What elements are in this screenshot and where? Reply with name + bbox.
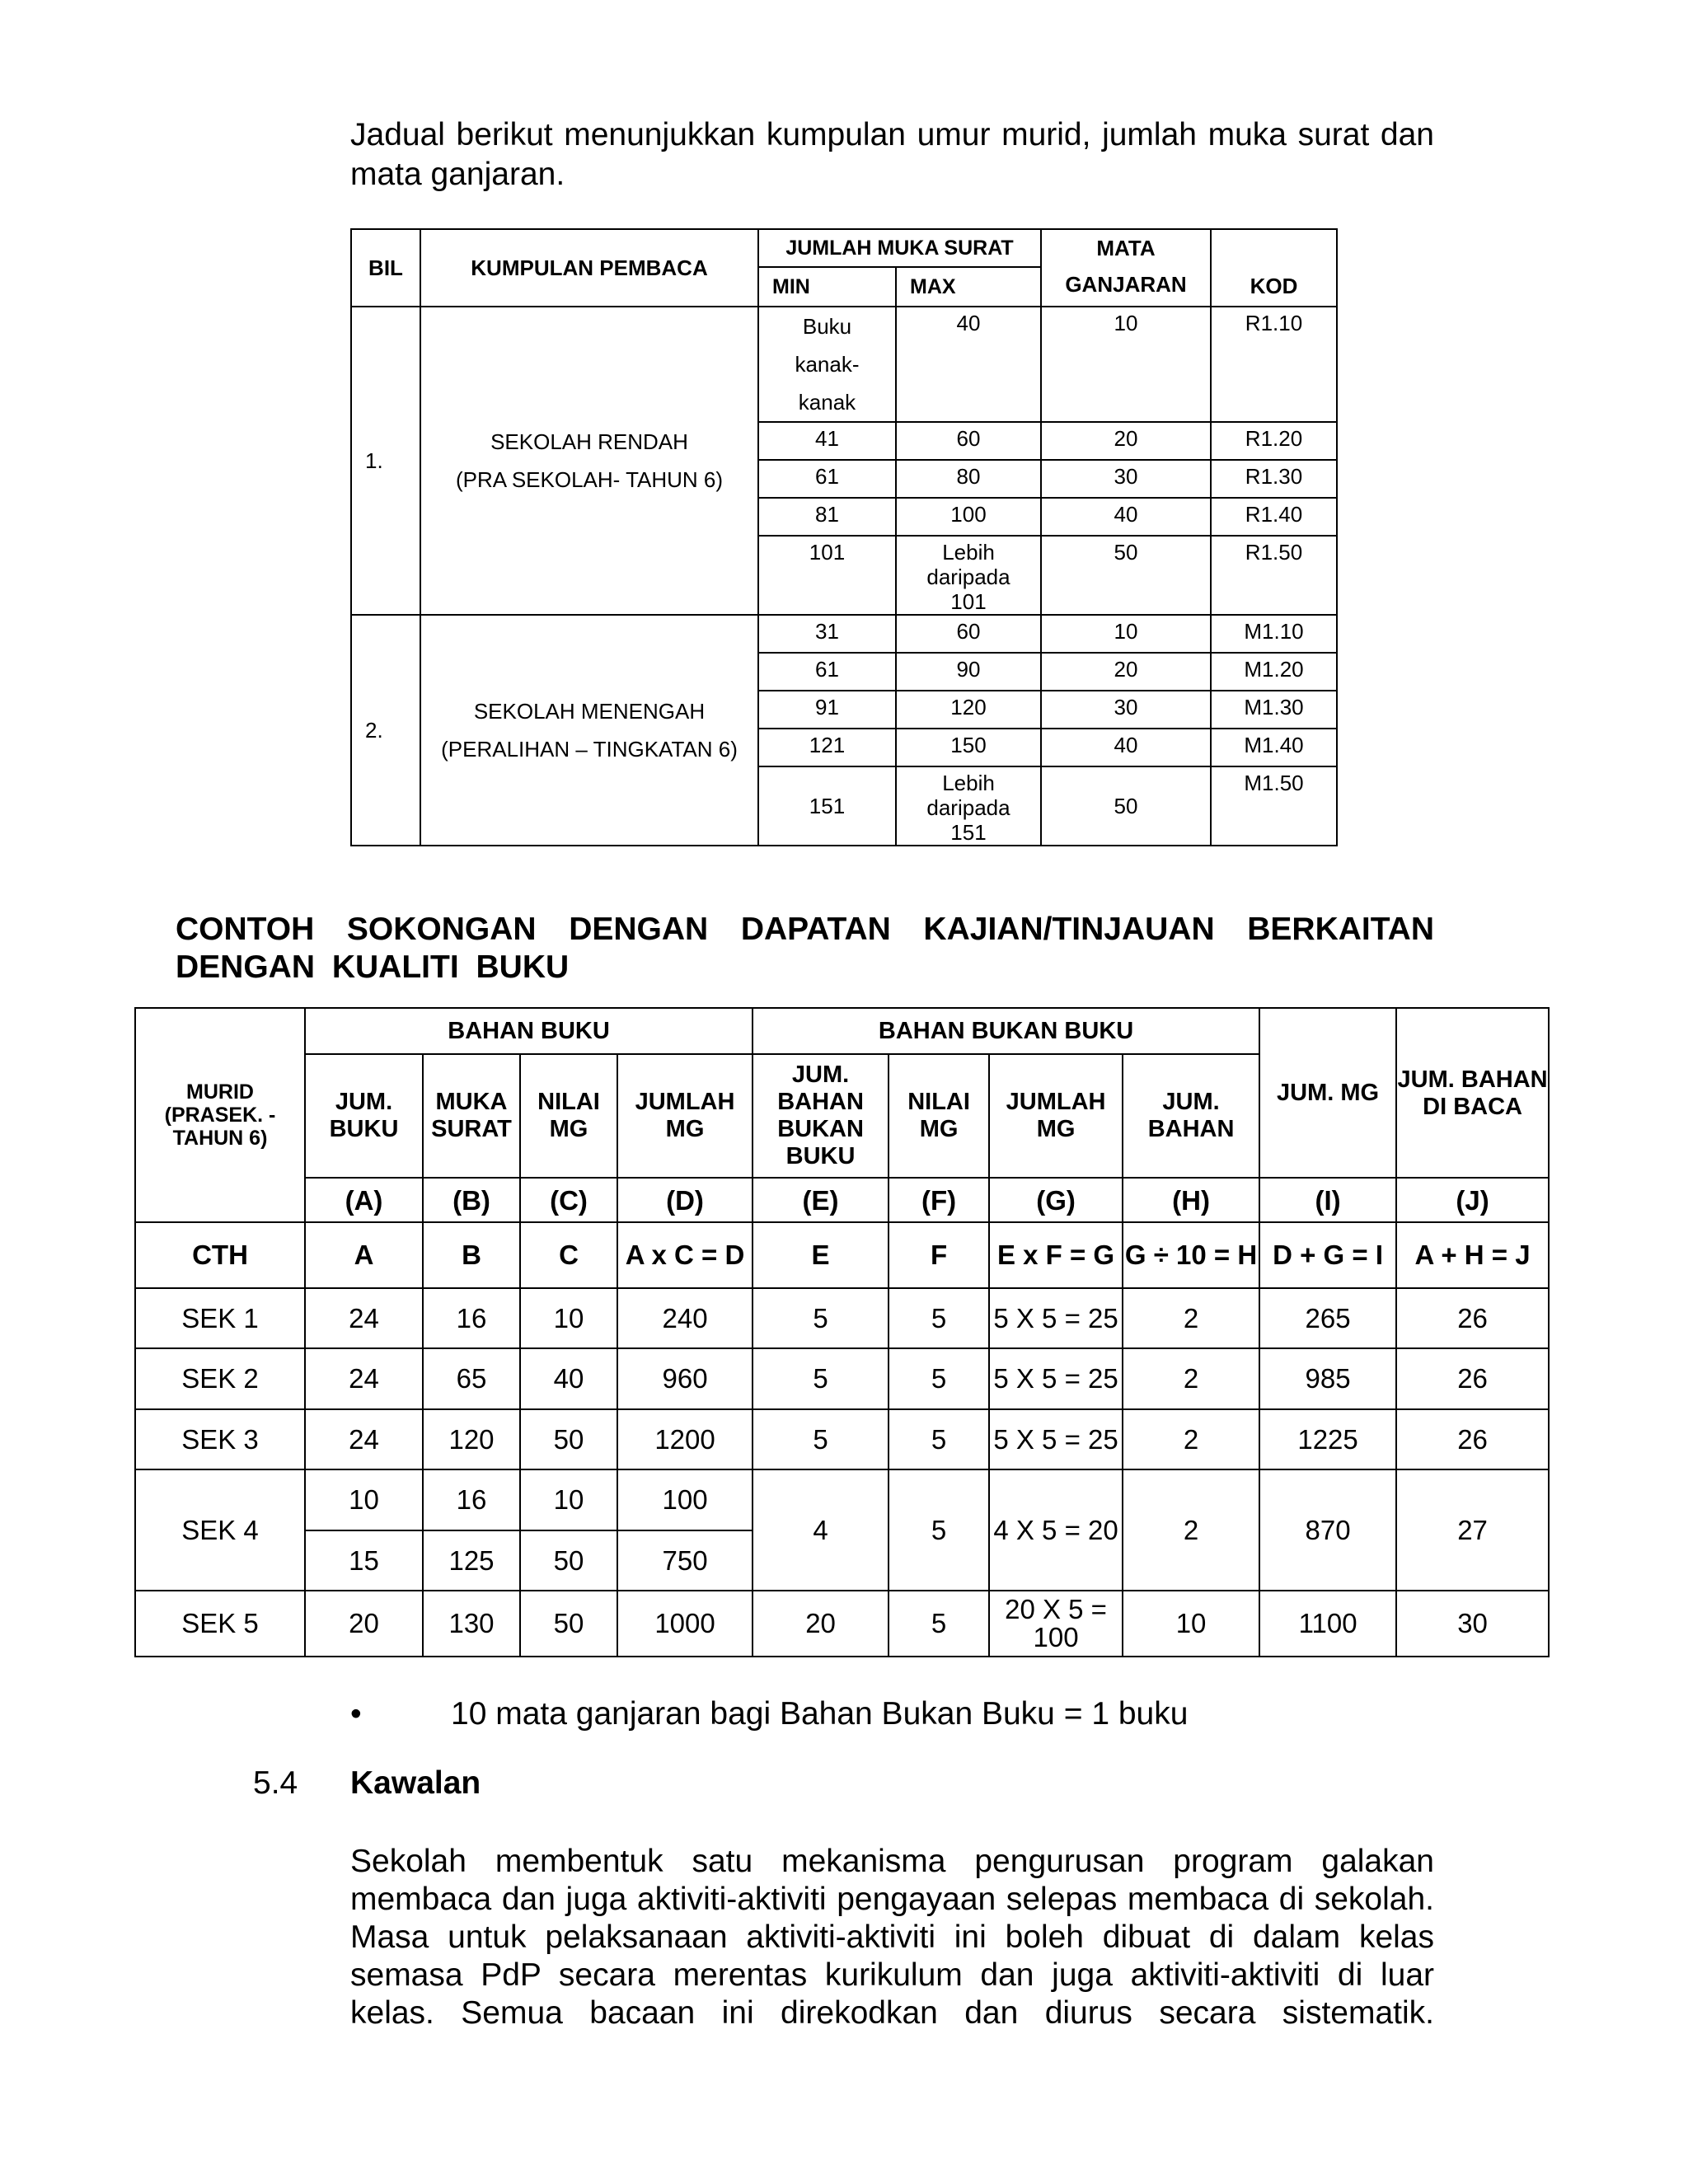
- cell-a: 24: [305, 1348, 423, 1409]
- min-cell: 101: [758, 536, 896, 615]
- reward-table: [350, 228, 1338, 846]
- cell-d: 1000: [617, 1591, 753, 1657]
- code-cell: (D): [617, 1178, 753, 1222]
- min-cell: 31: [758, 615, 896, 653]
- cell-a: 24: [305, 1409, 423, 1469]
- header-col: JUM. BUKU: [305, 1054, 423, 1178]
- cell-g: 5 X 5 = 25: [989, 1288, 1123, 1348]
- min-cell: 41: [758, 422, 896, 460]
- bullet-note: [350, 1696, 1422, 1737]
- cell-h: 2: [1123, 1288, 1259, 1348]
- cell-g: 5 X 5 = 25: [989, 1409, 1123, 1469]
- min-cell: 91: [758, 691, 896, 729]
- max-line: Lebih: [942, 771, 995, 795]
- closing-paragraph: Sekolah membentuk satu mekanisma pengurusan program galakan membaca dan juga aktiviti-aktiviti pengayaan selepas membaca di sekolah. Masa untuk pelaksanaan aktiviti-aktiviti ini boleh dibuat di dalam kelas semasa PdP secara merentas kurikulum dan juga aktiviti-aktiviti di luar kelas. Semua bacaan ini direkodkan dan diurus secara sistematik.: [350, 1844, 1434, 2031]
- kod-cell: R1.20: [1211, 422, 1337, 460]
- cell-j: 27: [1396, 1469, 1549, 1591]
- intro-paragraph: Jadual berikut menunjukkan kumpulan umur murid, jumlah muka surat dan mata ganjaran.: [350, 117, 1434, 192]
- row-label: SEK 1: [135, 1288, 305, 1348]
- max-cell: 60: [896, 615, 1041, 653]
- cell-d: 960: [617, 1348, 753, 1409]
- cell-b: 120: [423, 1409, 520, 1469]
- formula-cell: A + H = J: [1396, 1222, 1549, 1288]
- cell-i: 985: [1259, 1348, 1396, 1409]
- cell-f: 5: [889, 1288, 989, 1348]
- max-cell: 60: [896, 422, 1041, 460]
- group-range: (PERALIHAN – TINGKATAN 6): [441, 737, 738, 762]
- group-label: [420, 615, 758, 846]
- cell-f: 5: [889, 1469, 989, 1591]
- table-row: [351, 307, 1337, 422]
- cell-f: 5: [889, 1591, 989, 1657]
- cell-e: 5: [753, 1409, 889, 1469]
- min-cell: 61: [758, 460, 896, 498]
- formula-cell: D + G = I: [1259, 1222, 1396, 1288]
- code-cell: (C): [520, 1178, 617, 1222]
- section-title: Kawalan: [350, 1765, 481, 1801]
- mata-cell: 30: [1041, 691, 1211, 729]
- header-bahan-bukan-buku: BAHAN BUKAN BUKU: [753, 1008, 1259, 1054]
- mata-cell: 20: [1041, 422, 1211, 460]
- max-line: Lebih: [942, 540, 995, 565]
- cell-b: 16: [423, 1469, 520, 1530]
- max-cell: 40: [896, 307, 1041, 422]
- kod-cell: M1.30: [1211, 691, 1337, 729]
- comparison-table: [134, 1007, 1550, 1657]
- row-label: SEK 2: [135, 1348, 305, 1409]
- group-name: SEKOLAH MENENGAH: [473, 699, 706, 724]
- group-label: [420, 307, 758, 615]
- min-line: Buku: [802, 314, 852, 339]
- min-cell: [758, 307, 896, 422]
- header-col: JUMLAH MG: [617, 1054, 753, 1178]
- cell-i: 1100: [1259, 1591, 1396, 1657]
- max-line: 151: [950, 820, 987, 845]
- header-mata: MATA: [1096, 236, 1156, 260]
- cell-d: 1200: [617, 1409, 753, 1469]
- formula-cell: C: [520, 1222, 617, 1288]
- mata-cell: 20: [1041, 653, 1211, 691]
- code-cell: (F): [889, 1178, 989, 1222]
- header-mata-ganjaran: [1041, 229, 1211, 307]
- kod-cell: M1.50: [1211, 766, 1337, 846]
- bullet-text: 10 mata ganjaran bagi Bahan Bukan Buku = 1 buku: [451, 1696, 1189, 1732]
- group-sekolah-rendah: [351, 307, 1337, 615]
- group-sekolah-menengah: [351, 615, 1337, 846]
- mata-cell: 10: [1041, 307, 1211, 422]
- max-line: 101: [950, 589, 987, 614]
- cell-g: 4 X 5 = 20: [989, 1469, 1123, 1591]
- kod-cell: R1.40: [1211, 498, 1337, 536]
- code-cell: (J): [1396, 1178, 1549, 1222]
- header-kod: KOD: [1211, 229, 1337, 307]
- cell-c: 50: [520, 1591, 617, 1657]
- formula-cell: B: [423, 1222, 520, 1288]
- min-cell: 121: [758, 729, 896, 766]
- cell-j: 26: [1396, 1409, 1549, 1469]
- min-line: kanak: [798, 390, 856, 415]
- kod-cell: R1.50: [1211, 536, 1337, 615]
- cell-j: 26: [1396, 1288, 1549, 1348]
- min-line: kanak-: [795, 352, 860, 377]
- cell-h: 2: [1123, 1409, 1259, 1469]
- section-number: 5.4: [253, 1765, 298, 1801]
- cell-a: 15: [305, 1530, 423, 1591]
- cell-g: 5 X 5 = 25: [989, 1348, 1123, 1409]
- header-jum-bahan-di-baca: JUM. BAHAN DI BACA: [1396, 1008, 1549, 1178]
- max-cell: 80: [896, 460, 1041, 498]
- kod-cell: R1.30: [1211, 460, 1337, 498]
- table-row: [135, 1409, 1549, 1469]
- header-min: MIN: [758, 267, 896, 307]
- max-cell: 100: [896, 498, 1041, 536]
- cell-i: 265: [1259, 1288, 1396, 1348]
- cell-e: 5: [753, 1288, 889, 1348]
- cell-d: 100: [617, 1469, 753, 1530]
- kod-cell: M1.10: [1211, 615, 1337, 653]
- header-ganjaran: GANJARAN: [1065, 272, 1187, 297]
- formula-cell: A x C = D: [617, 1222, 753, 1288]
- kod-cell: M1.20: [1211, 653, 1337, 691]
- header-bil: BIL: [351, 229, 420, 307]
- cell-h: 10: [1123, 1591, 1259, 1657]
- code-cell: (A): [305, 1178, 423, 1222]
- cell-f: 5: [889, 1348, 989, 1409]
- mata-cell: 40: [1041, 498, 1211, 536]
- mata-cell: 40: [1041, 729, 1211, 766]
- cell-g: 20 X 5 = 100: [989, 1591, 1123, 1657]
- header-col: JUMLAH MG: [989, 1054, 1123, 1178]
- cell-e: 5: [753, 1348, 889, 1409]
- mata-cell: 30: [1041, 460, 1211, 498]
- cell-d: 750: [617, 1530, 753, 1591]
- formula-row: [135, 1222, 1549, 1288]
- cell-a: 24: [305, 1288, 423, 1348]
- cell-b: 65: [423, 1348, 520, 1409]
- cell-e: 20: [753, 1591, 889, 1657]
- formula-cell: E x F = G: [989, 1222, 1123, 1288]
- formula-cell: CTH: [135, 1222, 305, 1288]
- max-line: daripada: [926, 795, 1010, 820]
- formula-cell: A: [305, 1222, 423, 1288]
- formula-cell: E: [753, 1222, 889, 1288]
- header-jumlah-muka-surat: JUMLAH MUKA SURAT: [758, 229, 1041, 267]
- max-cell: 150: [896, 729, 1041, 766]
- max-cell: 90: [896, 653, 1041, 691]
- group-bil: 1.: [351, 307, 420, 615]
- max-cell: [896, 536, 1041, 615]
- header-col: NILAI MG: [889, 1054, 989, 1178]
- header-murid: MURID (PRASEK. - TAHUN 6): [135, 1008, 305, 1222]
- cell-b: 16: [423, 1288, 520, 1348]
- cell-f: 5: [889, 1409, 989, 1469]
- formula-cell: F: [889, 1222, 989, 1288]
- cell-i: 1225: [1259, 1409, 1396, 1469]
- table-row: [351, 615, 1337, 653]
- mata-cell: 50: [1041, 766, 1211, 846]
- cell-d: 240: [617, 1288, 753, 1348]
- group-name: SEKOLAH RENDAH: [490, 429, 688, 454]
- max-line: daripada: [926, 565, 1010, 589]
- kod-cell: M1.40: [1211, 729, 1337, 766]
- group-range: (PRA SEKOLAH- TAHUN 6): [455, 467, 724, 492]
- mata-cell: 50: [1041, 536, 1211, 615]
- header-bahan-buku: BAHAN BUKU: [305, 1008, 753, 1054]
- cell-a: 20: [305, 1591, 423, 1657]
- code-cell: (E): [753, 1178, 889, 1222]
- header-max: MAX: [896, 267, 1041, 307]
- group-bil: 2.: [351, 615, 420, 846]
- code-cell: (I): [1259, 1178, 1396, 1222]
- cell-c: 50: [520, 1409, 617, 1469]
- cell-h: 2: [1123, 1348, 1259, 1409]
- min-cell: 151: [758, 766, 896, 846]
- formula-cell: G ÷ 10 = H: [1123, 1222, 1259, 1288]
- code-cell: (G): [989, 1178, 1123, 1222]
- cell-b: 130: [423, 1591, 520, 1657]
- kod-cell: R1.10: [1211, 307, 1337, 422]
- table-row: [135, 1469, 1549, 1530]
- code-cell: (B): [423, 1178, 520, 1222]
- header-kumpulan: KUMPULAN PEMBACA: [420, 229, 758, 307]
- cell-i: 870: [1259, 1469, 1396, 1591]
- table-row: [135, 1288, 1549, 1348]
- row-label: SEK 3: [135, 1409, 305, 1469]
- mata-cell: 10: [1041, 615, 1211, 653]
- section-heading: CONTOH SOKONGAN DENGAN DAPATAN KAJIAN/TINJAUAN BERKAITAN DENGAN KUALITI BUKU: [176, 912, 1434, 985]
- bullet-icon: •: [350, 1696, 362, 1732]
- header-col: JUM. BAHAN BUKAN BUKU: [753, 1054, 889, 1178]
- row-label: SEK 4: [135, 1469, 305, 1591]
- max-cell: [896, 766, 1041, 846]
- cell-h: 2: [1123, 1469, 1259, 1591]
- min-cell: 81: [758, 498, 896, 536]
- table-row: [135, 1591, 1549, 1657]
- cell-b: 125: [423, 1530, 520, 1591]
- row-label: SEK 5: [135, 1591, 305, 1657]
- cell-c: 40: [520, 1348, 617, 1409]
- code-cell: (H): [1123, 1178, 1259, 1222]
- cell-a: 10: [305, 1469, 423, 1530]
- cell-e: 4: [753, 1469, 889, 1591]
- header-jum-mg: JUM. MG: [1259, 1008, 1396, 1178]
- cell-j: 26: [1396, 1348, 1549, 1409]
- min-cell: 61: [758, 653, 896, 691]
- max-cell: 120: [896, 691, 1041, 729]
- header-col: JUM. BAHAN: [1123, 1054, 1259, 1178]
- cell-c: 10: [520, 1288, 617, 1348]
- header-col: NILAI MG: [520, 1054, 617, 1178]
- header-col: MUKA SURAT: [423, 1054, 520, 1178]
- table-row: [135, 1348, 1549, 1409]
- cell-j: 30: [1396, 1591, 1549, 1657]
- cell-c: 50: [520, 1530, 617, 1591]
- cell-c: 10: [520, 1469, 617, 1530]
